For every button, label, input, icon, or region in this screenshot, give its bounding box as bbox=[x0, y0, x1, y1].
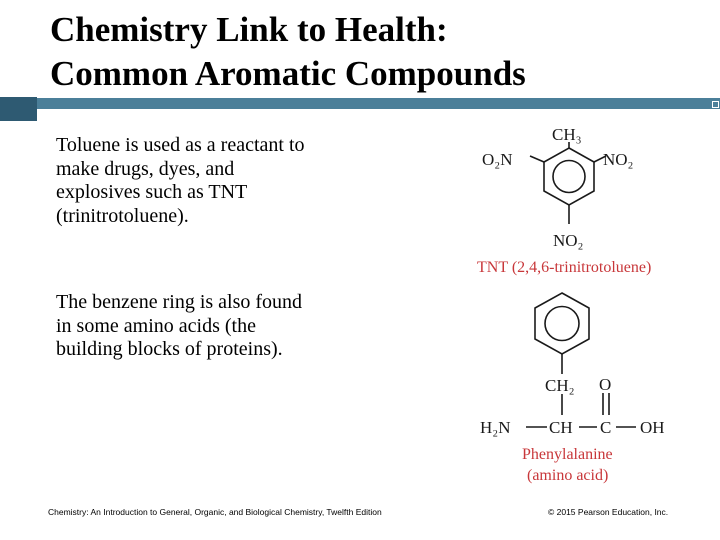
phe-oxygen-label: O bbox=[599, 375, 612, 394]
title-divider-bar bbox=[37, 98, 720, 109]
phe-ch2-label: CH₂ bbox=[545, 376, 575, 395]
slide-title bbox=[50, 8, 700, 96]
tnt-no2-right-label: NO₂ bbox=[603, 150, 634, 169]
phe-ch-label: CH bbox=[549, 418, 573, 437]
paragraph-line: make drugs, dyes, and bbox=[56, 157, 235, 180]
bond-no2-left bbox=[530, 156, 544, 162]
phe-caption-line-2: (amino acid) bbox=[527, 467, 609, 484]
footer-textbook-credit: Chemistry: An Introduction to General, Organic, and Biological Chemistry, Twelfth Edition bbox=[48, 507, 382, 517]
phe-caption-line-1: Phenylalanine bbox=[522, 446, 613, 463]
paragraph-line: in some amino acids (the bbox=[56, 314, 256, 337]
paragraph-line: Toluene is used as a reactant to bbox=[56, 134, 305, 156]
tnt-no2-left-label: O₂N bbox=[482, 150, 513, 169]
slide-title-line-2: Common Aromatic Compounds bbox=[50, 54, 526, 93]
paragraph-line: explosives such as TNT bbox=[56, 181, 248, 203]
square-bullet-icon bbox=[712, 101, 719, 108]
benzene-ring bbox=[535, 293, 589, 354]
benzene-ring bbox=[544, 148, 594, 205]
paragraph-line: The benzene ring is also found bbox=[56, 291, 303, 313]
phe-carbon-label: C bbox=[600, 418, 612, 437]
title-divider-box bbox=[0, 97, 37, 121]
phenylalanine-structure bbox=[470, 282, 700, 492]
aromatic-circle bbox=[553, 161, 585, 193]
paragraph-line: building blocks of proteins). bbox=[56, 338, 283, 360]
footer-copyright: © 2015 Pearson Education, Inc. bbox=[548, 507, 669, 517]
tnt-structure bbox=[470, 120, 660, 280]
tnt-no2-bottom-label: NO₂ bbox=[553, 231, 584, 250]
phe-h2n-label: H₂N bbox=[480, 418, 511, 437]
toluene-paragraph bbox=[56, 134, 376, 228]
benzene-paragraph bbox=[56, 291, 376, 362]
slide-title-line-1: Chemistry Link to Health: bbox=[50, 10, 448, 49]
tnt-ch3-label: CH₃ bbox=[552, 125, 582, 144]
paragraph-line: (trinitrotoluene). bbox=[56, 204, 189, 227]
aromatic-circle bbox=[545, 307, 579, 341]
phe-oh-label: OH bbox=[640, 418, 665, 437]
tnt-caption: TNT (2,4,6-trinitrotoluene) bbox=[477, 259, 652, 276]
